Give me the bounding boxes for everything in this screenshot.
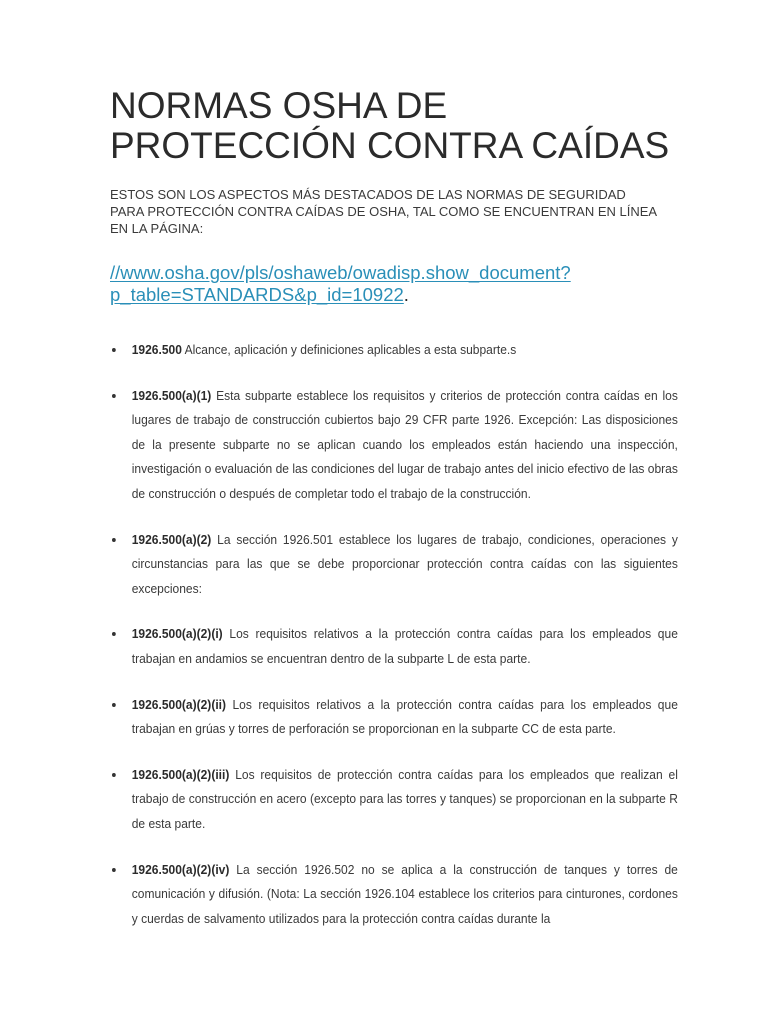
standard-text: Los requisitos de protección contra caídas para los empleados que realizan el trabajo de construcción en acero (excepto para las torres y tanques) se proporcionan en la subparte R de esta parte.: [131, 766, 678, 831]
list-item: [112, 763, 678, 837]
standard-text: Alcance, aplicación y definiciones aplicables a esta subparte.s: [181, 342, 517, 357]
bullet-icon: [112, 394, 116, 398]
standards-list: [112, 338, 678, 952]
standard-text: Esta subparte establece los requisitos y criterios de protección contra caídas en los lugares de trabajo de construcción cubiertos bajo 29 CFR parte 1926. Excepción: Las disposiciones de la presente subparte no se aplican cuando los empleados están haciendo una inspección, investigación o evaluación de las condiciones del lugar de trabajo antes del inicio efectivo de las obras de construcción o después de completar todo el trabajo de la construcción.: [131, 387, 678, 501]
bullet-icon: [112, 868, 116, 872]
bullet-icon: [112, 538, 116, 542]
standard-code: 1926.500(a)(2)(iii): [131, 766, 230, 782]
intro-paragraph: ESTOS SON LOS ASPECTOS MÁS DESTACADOS DE LAS NORMAS DE SEGURIDAD PARA PROTECCIÓN CONTRA CAÍDAS DE OSHA, TAL COMO SE ENCUENTRAN EN LÍNEA EN LA PÁGINA:: [110, 187, 657, 236]
bullet-icon: [112, 632, 116, 636]
standard-text: Los requisitos relativos a la protección contra caídas para los empleados que trabajan en andamios se encuentran dentro de la subparte L de esta parte.: [131, 626, 678, 666]
osha-url-line: [110, 262, 670, 306]
osha-standard-link[interactable]: //www.osha.gov/pls/oshaweb/owadisp.show_document?p_table=STANDARDS&p_id=10922: [110, 262, 571, 305]
title-line-1: NORMAS OSHA DE: [110, 85, 448, 126]
page-title: [110, 86, 670, 166]
standard-code: 1926.500: [131, 342, 182, 357]
standard-code: 1926.500(a)(2): [131, 531, 212, 547]
standard-text: Los requisitos relativos a la protección contra caídas para los empleados que trabajan en grúas y torres de perforación se proporcionan en la subparte CC de esta parte.: [131, 696, 678, 737]
standard-code: 1926.500(a)(1): [131, 387, 212, 403]
list-item: [112, 384, 678, 507]
list-item: [112, 693, 678, 742]
standard-code: 1926.500(a)(2)(ii): [131, 696, 227, 712]
list-item: [112, 528, 678, 602]
bullet-icon: [112, 773, 116, 777]
title-line-2: PROTECCIÓN CONTRA CAÍDAS: [110, 125, 670, 166]
standard-code: 1926.500(a)(2)(i): [131, 626, 223, 642]
bullet-icon: [112, 348, 116, 352]
url-trailing-period: .: [403, 284, 409, 305]
standard-text: La sección 1926.502 no se aplica a la construcción de tanques y torres de comunicación y difusión. (Nota: La sección 1926.104 establece los criterios para cinturones, cordones y cuerdas de salvamento utilizados para la protección contra caídas durante la: [131, 861, 678, 926]
list-item: [112, 858, 678, 932]
standard-code: 1926.500(a)(2)(iv): [131, 861, 230, 877]
bullet-icon: [112, 703, 116, 707]
standard-text: La sección 1926.501 establece los lugares de trabajo, condiciones, operaciones y circunstancias para las que se debe proporcionar protección contra caídas con las siguientes excepciones:: [131, 531, 678, 596]
list-item: [112, 338, 678, 363]
list-item: [112, 622, 678, 671]
